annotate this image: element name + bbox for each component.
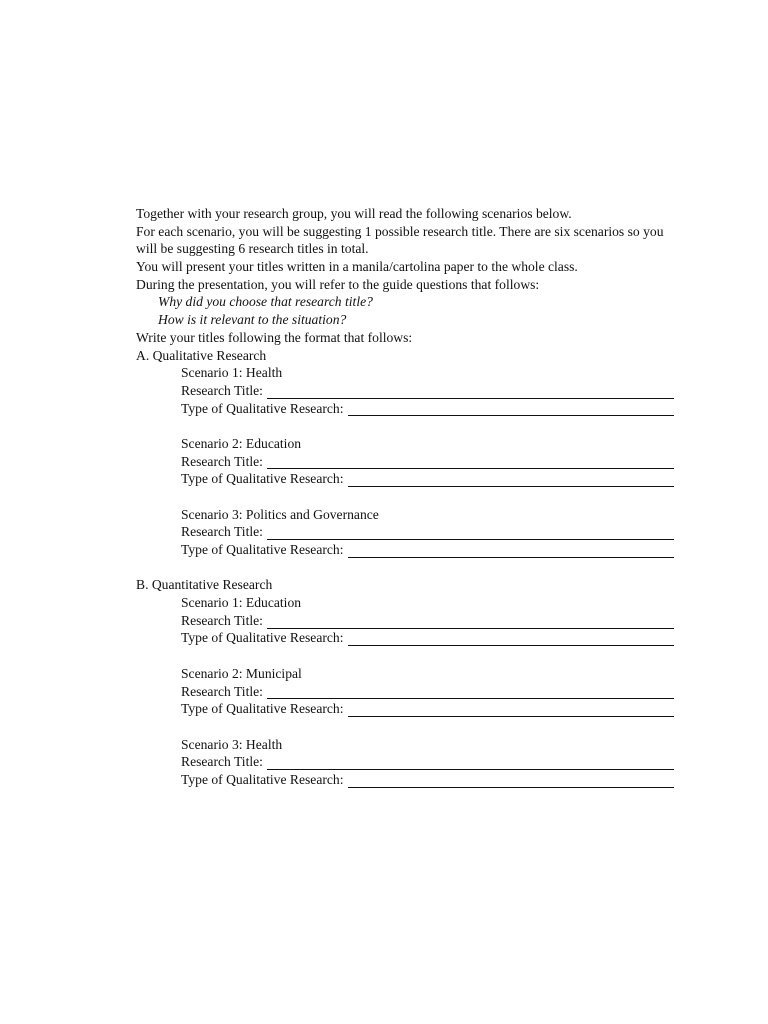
research-title-field[interactable] [136, 753, 681, 771]
answer-blank[interactable] [267, 455, 674, 469]
intro-line: You will present your titles written in a manila/cartolina paper to the whole class. [136, 259, 578, 275]
field-label: Type of Qualitative Research: [181, 701, 344, 717]
research-type-field[interactable] [136, 630, 681, 648]
field-label: Research Title: [181, 382, 263, 398]
guide-question: Why did you choose that research title? [158, 294, 373, 310]
intro-line: will be suggesting 6 research titles in total. [136, 241, 369, 257]
spacer [136, 488, 681, 506]
field-label: Research Title: [181, 524, 263, 540]
answer-blank[interactable] [267, 756, 674, 770]
scenario-label: Scenario 1: Education [181, 595, 302, 611]
field-label: Type of Qualitative Research: [181, 400, 344, 416]
intro-line: Together with your research group, you will read the following scenarios below. [136, 206, 572, 221]
spacer [136, 417, 681, 435]
research-title-field[interactable] [136, 612, 681, 630]
answer-blank[interactable] [348, 632, 675, 646]
spacer [136, 647, 681, 665]
answer-blank[interactable] [267, 615, 674, 629]
answer-blank[interactable] [267, 526, 674, 540]
spacer [136, 718, 681, 736]
research-type-field[interactable] [136, 470, 681, 488]
research-title-field[interactable] [136, 683, 681, 701]
answer-blank[interactable] [267, 685, 674, 699]
field-label: Type of Qualitative Research: [181, 771, 344, 787]
spacer [136, 559, 681, 577]
scenario-label: Scenario 2: Education [181, 435, 302, 451]
research-title-field[interactable] [136, 523, 681, 541]
scenario-label: Scenario 3: Health [181, 736, 283, 752]
research-type-field[interactable] [136, 700, 681, 718]
answer-blank[interactable] [348, 703, 675, 717]
field-label: Research Title: [181, 754, 263, 770]
section-heading-quantitative: B. Quantitative Research [136, 577, 273, 593]
research-title-field[interactable] [136, 382, 681, 400]
guide-question: How is it relevant to the situation? [158, 312, 347, 328]
answer-blank[interactable] [348, 774, 675, 788]
scenario-label: Scenario 1: Health [181, 365, 283, 381]
scenario-label: Scenario 2: Municipal [181, 665, 302, 681]
research-title-field[interactable] [136, 453, 681, 471]
field-label: Type of Qualitative Research: [181, 542, 344, 558]
field-label: Research Title: [181, 612, 263, 628]
scenario-label: Scenario 3: Politics and Governance [181, 506, 379, 522]
field-label: Type of Qualitative Research: [181, 630, 344, 646]
research-type-field[interactable] [136, 541, 681, 559]
intro-line: For each scenario, you will be suggesting 1 possible research title. There are six scenarios so you [136, 223, 664, 239]
research-type-field[interactable] [136, 771, 681, 789]
section-heading-qualitative: A. Qualitative Research [136, 347, 267, 363]
answer-blank[interactable] [267, 385, 674, 399]
document-content [136, 205, 681, 789]
answer-blank[interactable] [348, 544, 675, 558]
research-type-field[interactable] [136, 400, 681, 418]
intro-line: During the presentation, you will refer to the guide questions that follows: [136, 276, 540, 292]
answer-blank[interactable] [348, 402, 675, 416]
format-instruction: Write your titles following the format that follows: [136, 329, 413, 345]
answer-blank[interactable] [348, 473, 675, 487]
field-label: Research Title: [181, 683, 263, 699]
field-label: Type of Qualitative Research: [181, 471, 344, 487]
field-label: Research Title: [181, 453, 263, 469]
